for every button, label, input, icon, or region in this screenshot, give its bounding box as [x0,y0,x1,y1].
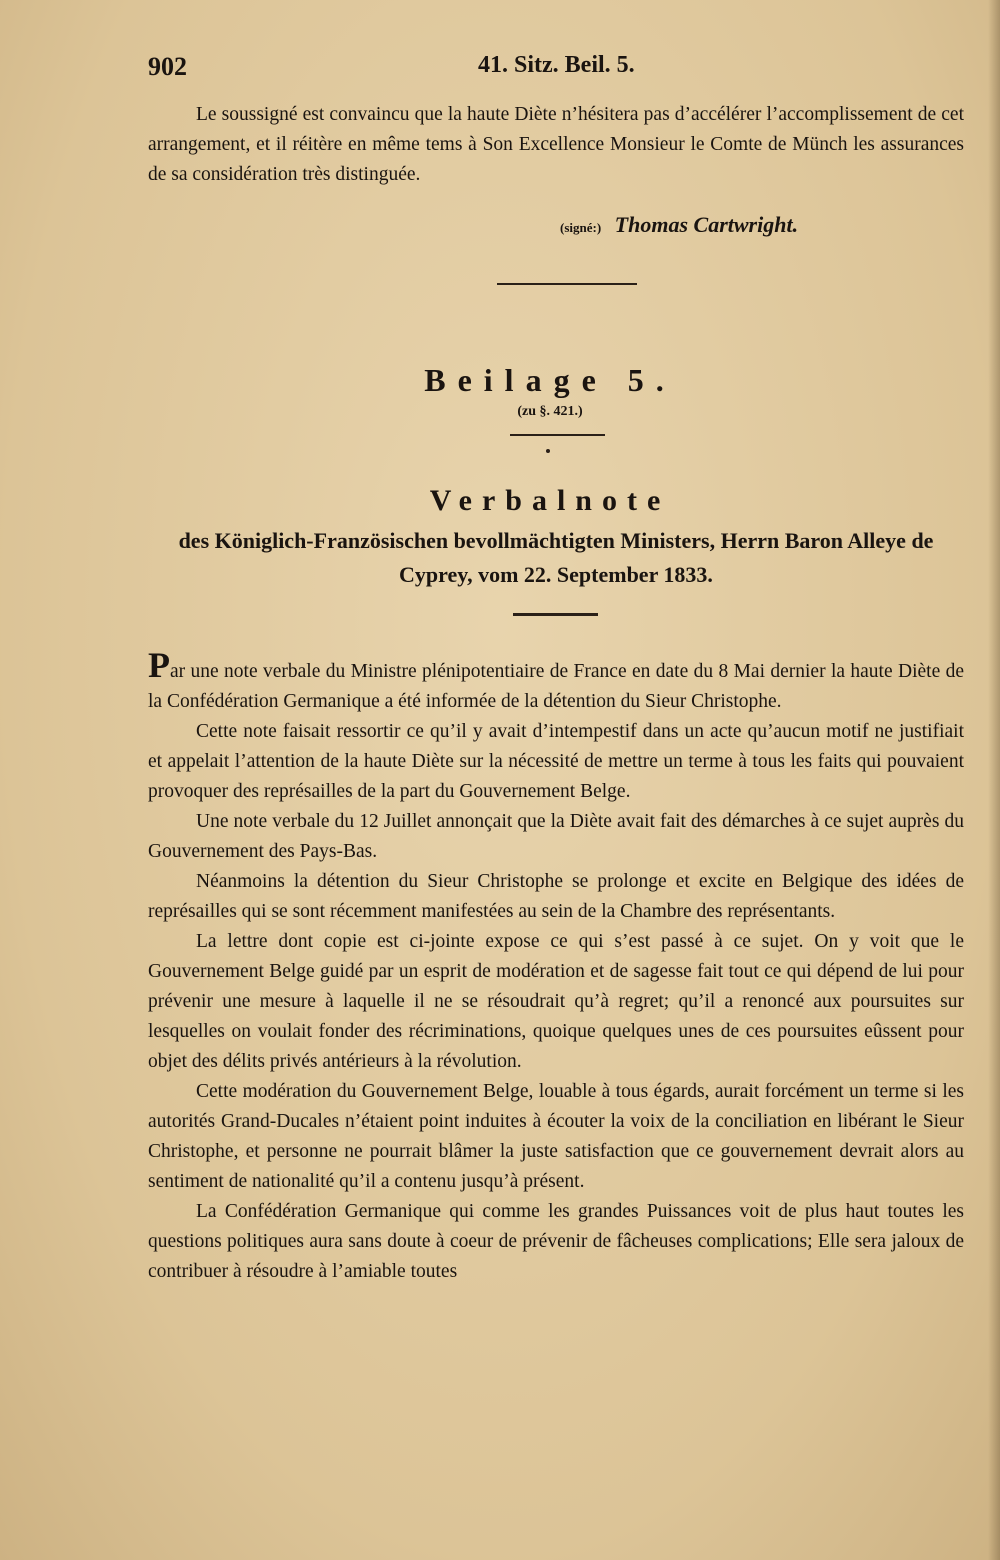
signature-label: (signé:) [560,220,602,235]
page-header [148,52,964,88]
paragraph: Une note verbale du 12 Juillet annonçait que la Diète avait fait des démarches à ce sujet auprès du Gouvernement des Pays-Bas. [148,811,964,862]
dropcap: P [148,645,170,685]
paragraph: La Confédération Germanique qui comme les grandes Puissances voit de plus haut toutes les questions politiques aura sans doute à coeur de prévenir de fâcheuses complications; Elle sera jaloux de contribuer à résoudre à l’amiable toutes [148,1201,964,1282]
paragraph-text: ar une note verbale du Ministre plénipotentiaire de France en date du 8 Mai dernier la haute Diète de la Confédération Germanique a été informée de la détention du Sieur Christophe. [148,661,964,712]
ornament-dot [546,449,550,453]
running-head: 41. Sitz. Beil. 5. [478,52,635,78]
signature-name: Thomas Cartwright. [614,212,799,237]
signature [560,212,798,238]
verbalnote-subtitle: des Königlich-Französischen bevollmächtigten Ministers, Herrn Baron Alleye de Cyprey, vom 22. September 1833. [178,528,934,587]
closing-paragraph [148,100,964,190]
paragraph: La lettre dont copie est ci-jointe expose ce qui s’est passé à ce sujet. On y voit que le Gouvernement Belge guidé par un esprit de modération et de sagesse fait tout ce qui dépend de lui pour prévenir une mesure à laquelle il ne se résoudrait qu’à regret; qu’il a renoncé aux poursuites sur lesquelles on voulait fonder des récriminations, quoique quelques unes de ces poursuites eûssent pour objet des délits privés antérieurs à la révolution. [148,931,964,1072]
page-edge-shadow [988,0,1000,1560]
paragraph: Cette note faisait ressortir ce qu’il y avait d’intempestif dans un acte qu’aucun motif ne justifiait et appelait l’attention de la haute Diète sur la nécessité de mettre un terme à tous les faits qui pouvaient provoquer des représailles de la part du Gouvernement Belge. [148,721,964,802]
paragraph: Néanmoins la détention du Sieur Christophe se prolonge et excite en Belgique des idées de représailles qui se sont récemment manifestées au sein de la Chambre des représentants. [148,871,964,922]
beilage-reference: (zu §. 421.) [517,404,583,419]
section-divider [497,283,637,285]
beilage-title: Beilage 5. [424,362,676,398]
main-body [148,645,964,1287]
verbalnote-title: Verbalnote [429,484,671,517]
heading-divider [513,613,598,616]
title-underline [510,434,605,436]
closing-paragraph-text: Le soussigné est convaincu que la haute Diète n’hésitera pas d’accélérer l’accomplissement de cet arrangement, et il réitère en même tems à Son Excellence Monsieur le Comte de Münch les assurances de sa considération très distinguée. [148,104,964,185]
page-number: 902 [148,52,187,81]
paragraph [148,645,964,717]
paragraph: Cette modération du Gouvernement Belge, louable à tous égards, aurait forcément un terme si les autorités Grand-Ducales n’étaient point induites à écouter la voix de la conciliation en libérant le Sieur Christophe, et personne ne pourrait blâmer la juste satisfaction que ce gouvernement devrait alors au sentiment de nationalité qu’il a contenu jusqu’à présent. [148,1081,964,1192]
